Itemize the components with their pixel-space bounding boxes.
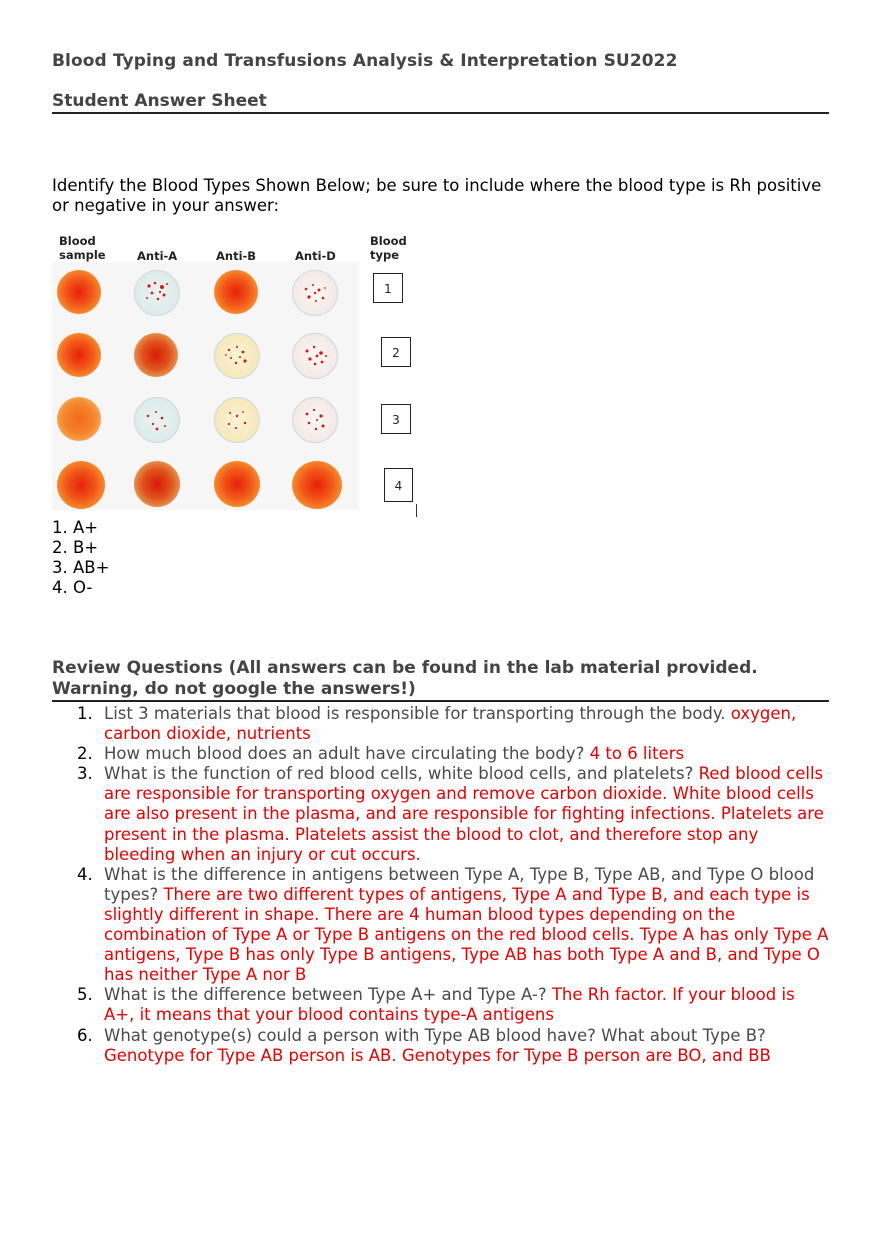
question-text: What is the difference between Type A+ and Type A-? (104, 985, 547, 1005)
anti-b-spot-3-agglutinated (214, 397, 260, 443)
instructions-text: Identify the Blood Types Shown Below; be sure to include where the blood type is Rh positive or negative in your answer: (52, 176, 822, 215)
sample-spot-2 (57, 333, 101, 377)
question-number: 6. (77, 1025, 93, 1045)
question-number: 3. (77, 764, 93, 784)
review-question-list (52, 704, 829, 1066)
anti-a-spot-3-agglutinated (134, 397, 180, 443)
anti-b-spot-1 (214, 270, 258, 314)
review-heading: Review Questions (All answers can be found in the lab material provided. Warning, do not google the answers!) (52, 658, 829, 702)
anti-b-spot-2-agglutinated (214, 333, 260, 379)
answer-text: oxygen, carbon dioxide, nutrients (104, 704, 797, 744)
question-number: 5. (77, 985, 93, 1005)
blood-type-box-4: 4 (384, 468, 413, 502)
anti-a-spot-2 (134, 333, 178, 377)
question-text: What is the difference in antigens between Type A, Type B, Type AB, and Type O blood types? (104, 864, 815, 904)
review-question-item (52, 1026, 829, 1066)
header-anti-a: Anti-A (137, 249, 178, 263)
agglutination-dots (135, 271, 179, 315)
answer-text: Genotype for Type AB person is AB. Genotypes for Type B person are BO, and BB (104, 1045, 771, 1065)
review-question-item (52, 764, 829, 864)
anti-b-spot-4 (214, 461, 260, 507)
review-question-item (52, 865, 829, 986)
agglutination-dots (293, 398, 337, 442)
sample-spot-1 (57, 270, 101, 314)
sample-spot-3 (57, 397, 101, 441)
agglutination-dots (215, 334, 259, 378)
review-question-item (52, 744, 829, 764)
anti-d-spot-2-agglutinated (292, 333, 338, 379)
question-text: List 3 materials that blood is responsible for transporting through the body. (104, 704, 726, 723)
question-number: 1. (77, 704, 93, 723)
document-title: Blood Typing and Transfusions Analysis & Interpretation SU2022 (52, 51, 678, 71)
anti-a-spot-1-agglutinated (134, 270, 180, 316)
answer-text: Red blood cells are responsible for transporting oxygen and remove carbon dioxide. White blood cells are also present in the plasma, and are responsible for fighting infections. Platelets are present in the plasma. Platelets assist the blood to clot, and therefore stop any bleeding when an injury or cut occurs. (104, 764, 824, 864)
review-question-item (52, 985, 829, 1025)
answer-line-4: 4. O- (52, 578, 93, 597)
answer-line-2: 2. B+ (52, 538, 99, 557)
header-blood-sample: Blood sample (59, 234, 106, 262)
answer-line-1: 1. A+ (52, 518, 99, 537)
agglutination-dots (135, 398, 179, 442)
agglutination-dots (293, 271, 337, 315)
document-subtitle: Student Answer Sheet (52, 91, 829, 114)
question-text: How much blood does an adult have circulating the body? (104, 744, 585, 764)
review-question-item (52, 704, 829, 744)
text-cursor (416, 504, 417, 517)
question-number: 4. (77, 864, 93, 884)
answer-text: The Rh factor. If your blood is A+, it means that your blood contains type-A antigens (104, 985, 795, 1025)
answer-line-3: 3. AB+ (52, 558, 110, 577)
anti-a-spot-4 (134, 461, 180, 507)
anti-d-spot-1-agglutinated (292, 270, 338, 316)
header-anti-b: Anti-B (216, 249, 257, 263)
answer-text: There are two different types of antigens, Type A and Type B, and each type is slightly different in shape. There are 4 human blood types depending on the combination of Type A or Type B antigens on the red blood cells. Type A has only Type A antigens, Type B has only Type B antigens, Type AB has both Type A and B, and Type O has neither Type A nor B (104, 884, 829, 985)
answer-text: 4 to 6 liters (589, 744, 685, 764)
question-text: What genotype(s) could a person with Type AB blood have? What about Type B? (104, 1025, 766, 1045)
blood-typing-figure (52, 232, 422, 517)
question-text: What is the function of red blood cells, white blood cells, and platelets? (104, 764, 694, 784)
sample-spot-4 (57, 461, 105, 509)
blood-type-box-2: 2 (381, 337, 411, 367)
blood-type-box-3: 3 (381, 404, 411, 434)
header-blood-type: Blood type (370, 234, 407, 262)
question-number: 2. (77, 744, 93, 764)
blood-type-box-1: 1 (373, 273, 403, 303)
header-anti-d: Anti-D (295, 249, 336, 263)
anti-d-spot-4 (292, 461, 342, 509)
agglutination-dots (215, 398, 259, 442)
anti-d-spot-3-agglutinated (292, 397, 338, 443)
blood-type-answers (52, 518, 109, 598)
agglutination-dots (293, 334, 337, 378)
